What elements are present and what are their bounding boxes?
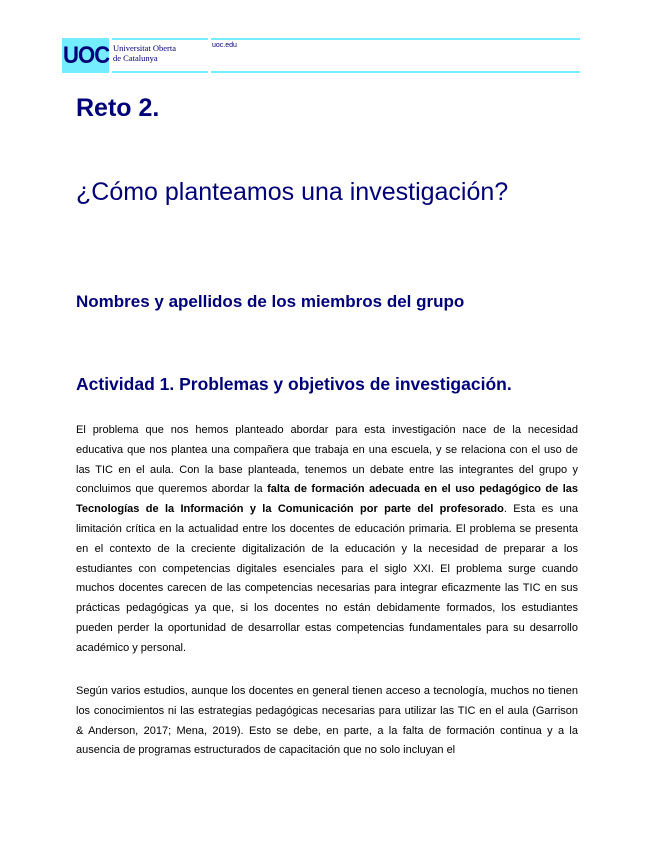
site-url: uoc.edu [212,42,237,49]
document-subtitle: ¿Cómo planteamos una investigación? [76,178,509,206]
uoc-logo-text: UOC [63,42,110,69]
university-name-line1: Universitat Oberta [113,43,177,53]
university-name [113,43,176,63]
uoc-logo [62,38,109,73]
document-title: Reto 2. [76,94,160,122]
body-paragraph: Según varios estudios, aunque los docentes en general tienen acceso a tecnología, muchos no tienen los conocimientos ni las estrategias pedagógicas necesarias para utilizar las TIC en el aula (Garrison & Anderson, 2017; Mena, 2019). Esto se debe, en parte, a la falta de formación continua y a la ausencia de programas estructurados de capacitación que no solo incluyan el [76,685,578,757]
group-members-heading: Nombres y apellidos de los miembros del grupo [76,292,465,311]
header-rule [211,38,580,40]
header-rule [112,71,208,73]
header-rule [211,71,580,73]
header-rule [112,38,208,40]
university-name-line2: de Catalunya [113,53,158,63]
body-paragraph [76,421,578,659]
activity-heading: Actividad 1. Problemas y objetivos de investigación. [76,374,512,394]
paragraph-text: . Esta es una limitación crítica en la actualidad entre los docentes de educación primaria. El problema se presenta en el contexto de la creciente digitalización de la educación y la necesidad de preparar a los estudiantes con competencias digitales esenciales para el siglo XXI. El problema surge cuando muchos docentes carecen de las competencias necesarias para integrar eficazmente las TIC en sus prácticas pedagógicas ya que, si los docentes no están debidamente formados, los estudiantes pueden perder la oportunidad de desarrollar estas competencias fundamentales para su desarrollo académico y personal. [76,503,578,654]
paragraph-text: El problema que nos hemos planteado abordar para esta investigación nace de la necesidad educativa que nos plantea una compañera que trabaja en una escuela, y se relaciona con el uso de las TIC en el aula. Con la base planteada, tenemos un debate entre las integrantes del grupo y concluimos que queremos abordar la [76,424,578,496]
page-header [62,38,580,73]
paragraph-bold-text: falta de formación adecuada en el uso pedagógico de las Tecnologías de la Información y la Comunicación por parte del profesorado [76,483,578,516]
